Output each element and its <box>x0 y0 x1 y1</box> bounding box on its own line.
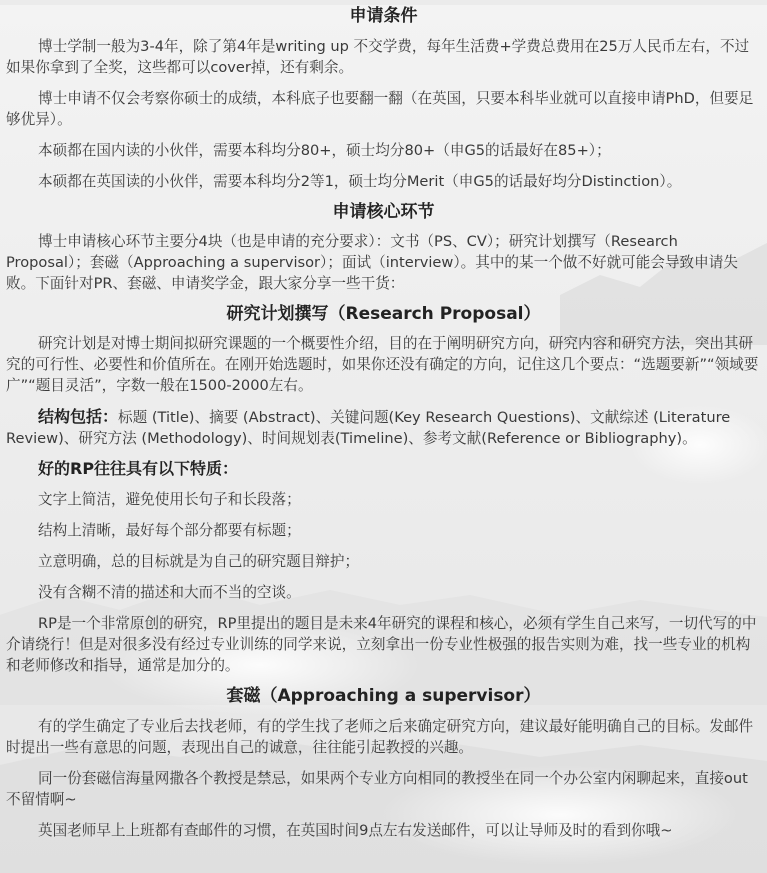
section-title-approach: 套磁（Approaching a supervisor） <box>226 686 541 706</box>
paragraph-core-steps: 博士申请核心环节主要分4块（也是申请的充分要求）：文书（PS、CV）；研究计划撰写（Research Proposal）；套磁（Approaching a supervisor）；面试（interview）。其中的某一个做不好就可能会导致申请失败。下面针对PR、套磁、申请奖学金，跟大家分享一些干货： <box>6 233 738 292</box>
paragraph-approach-timing: 英国老师早上上班都有查邮件的习惯，在英国时间9点左右发送邮件，可以让导师及时的看到你哦~ <box>38 822 673 839</box>
section-title-conditions: 申请条件 <box>349 6 418 26</box>
article-body <box>0 5 767 841</box>
rp-trait-1: 文字上简洁，避免使用长句子和长段落； <box>38 491 301 508</box>
rp-structure-text: 标题 (Title)、摘要 (Abstract)、关键问题(Key Research Questions)、文献综述 (Literature Review)、研究方法 (Methodology)、时间规划表(Timeline)、参考文献(Reference or Bibliography)。 <box>6 409 731 447</box>
paragraph-tuition: 博士学制一般为3-4年，除了第4年是writing up 不交学费，每年生活费+学费总费用在25万人民币左右，不过如果你拿到了全奖，这些都可以cover掉，还有剩余。 <box>6 38 750 76</box>
rp-structure-label: 结构包括： <box>38 407 119 426</box>
paragraph-approach-goal: 有的学生确定了专业后去找老师，有的学生找了老师之后来确定研究方向，建议最好能明确自己的目标。发邮件时提出一些有意思的问题，表现出自己的诚意，往往能引起教授的兴趣。 <box>6 718 754 756</box>
rp-trait-2: 结构上清晰，最好每个部分都要有标题； <box>38 522 301 539</box>
paragraph-approach-taboo: 同一份套磁信海量网撒各个教授是禁忌，如果两个专业方向相同的教授坐在同一个办公室内闲聊起来，直接out不留情啊~ <box>6 770 748 808</box>
rp-traits-title: 好的RP往往具有以下特质： <box>38 459 239 478</box>
paragraph-rp-originality: RP是一个非常原创的研究，RP里提出的题目是未来4年研究的课程和核心，必须有学生自己来写，一切代写的中介请绕行！但是对很多没有经过专业训练的同学来说，立刻拿出一份专业性极强的报告实则为难，找一些专业的机构和老师修改和指导，通常是加分的。 <box>6 615 757 674</box>
rp-trait-3: 立意明确，总的目标就是为自己的研究题目辩护； <box>38 553 360 570</box>
paragraph-uk-grades: 本硕都在英国读的小伙伴，需要本科均分2等1，硕士均分Merit（申G5的话最好均分Distinction）。 <box>38 173 682 190</box>
rp-trait-4: 没有含糊不清的描述和大而不当的空谈。 <box>38 584 301 601</box>
section-title-rp: 研究计划撰写（Research Proposal） <box>226 304 541 324</box>
section-title-core: 申请核心环节 <box>332 202 435 222</box>
paragraph-rp-structure <box>6 406 761 449</box>
paragraph-domestic-grades: 本硕都在国内读的小伙伴，需要本科均分80+，硕士均分80+（申G5的话最好在85+）； <box>38 142 611 159</box>
paragraph-undergrad-check: 博士申请不仅会考察你硕士的成绩，本科底子也要翻一翻（在英国，只要本科毕业就可以直接申请PhD，但要足够优异）。 <box>6 90 754 128</box>
paragraph-rp-intro: 研究计划是对博士期间拟研究课题的一个概要性介绍，目的在于阐明研究方向，研究内容和研究方法，突出其研究的可行性、必要性和价值所在。在刚开始选题时，如果你还没有确定的方向，记住这几个要点：“选题要新”“领域要广”“题目灵活”，字数一般在1500-2000左右。 <box>6 335 759 394</box>
